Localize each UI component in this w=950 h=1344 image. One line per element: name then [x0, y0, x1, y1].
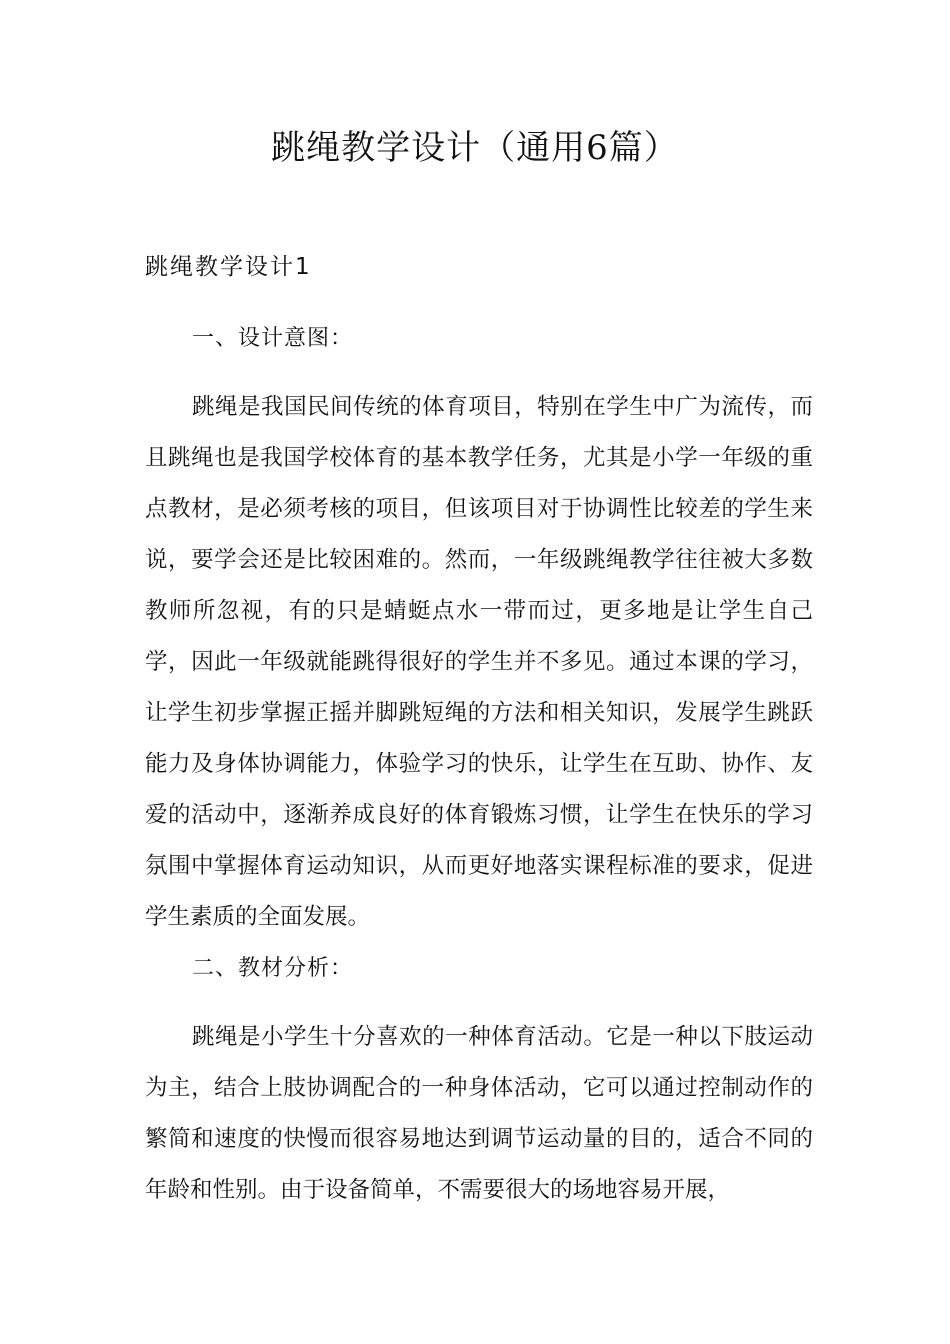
paragraph-material-analysis: 跳绳是小学生十分喜欢的一种体育活动。它是一种以下肢运动为主，结合上肢协调配合的一种身体活动，它可以通过控制动作的繁简和速度的快慢而很容易地达到调节运动量的目的，适合不同的年龄和性别。由于设备简单，不需要很大的场地容易开展， [145, 1024, 813, 1203]
heading-design-intent: 一、设计意图： [192, 326, 354, 351]
heading-material-analysis: 二、教材分析： [192, 956, 354, 981]
paragraph-design-intent: 跳绳是我国民间传统的体育项目，特别在学生中广为流传，而且跳绳也是我国学校体育的基本教学任务，尤其是小学一年级的重点教材，是必须考核的项目，但该项目对于协调性比较差的学生来说，要学会还是比较困难的。然而，一年级跳绳教学往往被大多数教师所忽视，有的只是蜻蜓点水一带而过，更多地是让学生自己学，因此一年级就能跳得很好的学生并不多见。通过本课的学习，让学生初步掌握正摇并脚跳短绳的方法和相关知识，发展学生跳跃能力及身体协调能力，体验学习的快乐，让学生在互助、协作、友爱的活动中，逐渐养成良好的体育锻炼习惯，让学生在快乐的学习氛围中掌握体育运动知识，从而更好地落实课程标准的要求，促进学生素质的全面发展。 [145, 394, 813, 930]
section-title: 跳绳教学设计1 [145, 254, 312, 280]
document-title: 跳绳教学设计（通用6篇） [271, 128, 679, 168]
